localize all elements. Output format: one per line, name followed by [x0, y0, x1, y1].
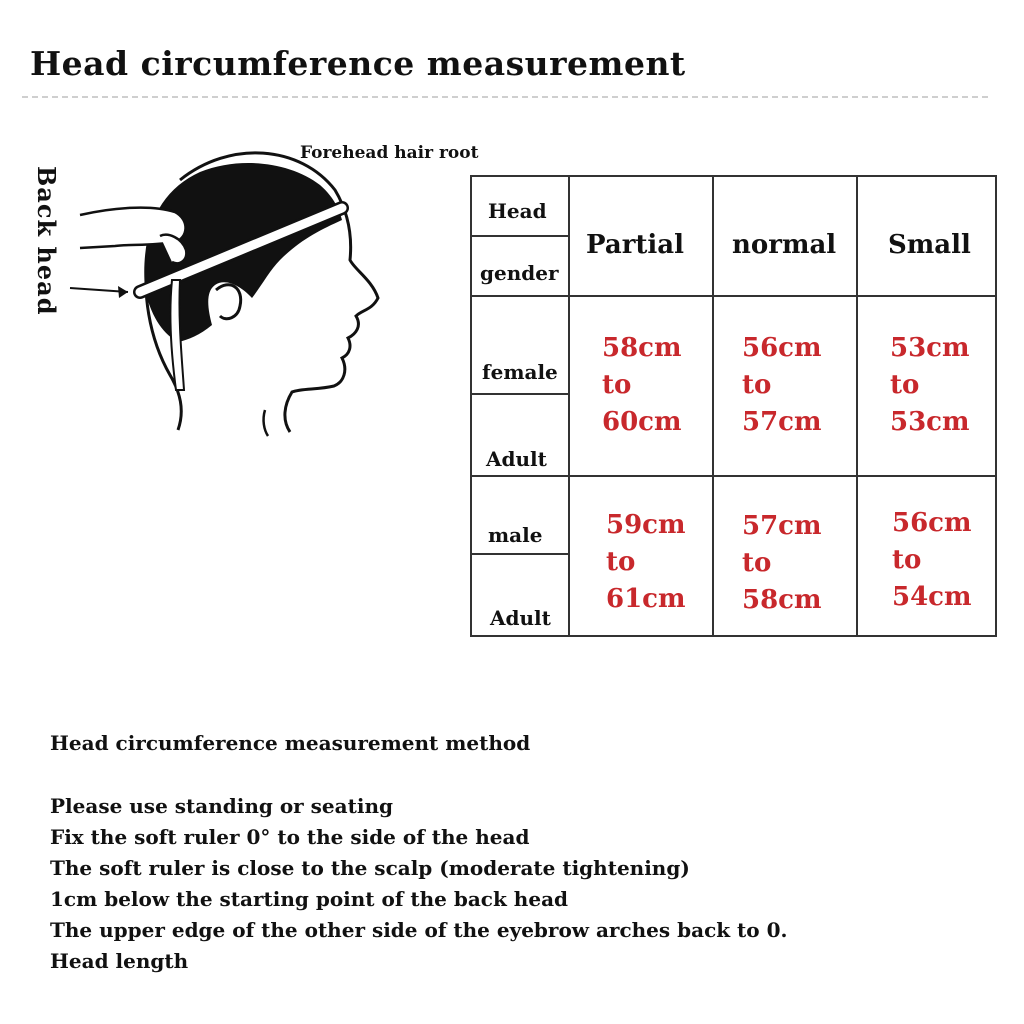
back-head-label: Back head: [32, 166, 61, 316]
method-step: Please use standing or seating: [50, 794, 393, 818]
table-row-divider: [470, 295, 997, 297]
table-border-top: [470, 175, 997, 177]
value-max: 57cm: [742, 407, 822, 437]
value-max: 58cm: [742, 585, 822, 615]
method-steps: [50, 791, 787, 977]
table-col-divider: [856, 175, 858, 637]
value-min: 56cm: [742, 333, 822, 363]
value-to: to: [602, 370, 632, 400]
page-title: Head circumference measurement: [30, 44, 686, 83]
size-table: [470, 175, 997, 637]
value-to: to: [890, 370, 920, 400]
label-divider: [470, 235, 568, 237]
label-divider: [470, 553, 568, 555]
method-step: Head length: [50, 949, 189, 973]
corner-label-gender: gender: [480, 261, 559, 285]
row-label-adult: Adult: [486, 447, 547, 471]
value-min: 56cm: [892, 508, 972, 538]
forehead-label: Forehead hair root: [300, 143, 479, 163]
value-max: 54cm: [892, 582, 972, 612]
label-divider: [470, 393, 568, 395]
column-header-small: Small: [888, 230, 971, 260]
table-border-left: [470, 175, 472, 637]
column-header-partial: Partial: [586, 230, 685, 260]
head-measuring-icon: [0, 120, 520, 450]
method-title: Head circumference measurement method: [50, 731, 531, 755]
value-max: 60cm: [602, 407, 682, 437]
table-col-divider: [568, 175, 570, 637]
female-small-value: [890, 330, 970, 441]
value-min: 59cm: [606, 510, 686, 540]
value-to: to: [892, 545, 922, 575]
male-normal-value: [742, 508, 822, 619]
column-header-normal: normal: [732, 230, 837, 260]
male-small-value: [892, 505, 972, 616]
method-step: Fix the soft ruler 0° to the side of the head: [50, 825, 530, 849]
value-min: 58cm: [602, 333, 682, 363]
value-to: to: [742, 370, 772, 400]
method-step: 1cm below the starting point of the back head: [50, 887, 569, 911]
corner-label-head: Head: [488, 199, 547, 223]
neck-front: [264, 410, 268, 436]
value-max: 61cm: [606, 584, 686, 614]
female-normal-value: [742, 330, 822, 441]
row-label-male: male: [488, 523, 543, 547]
table-row-divider: [470, 475, 997, 477]
row-label-female: female: [482, 360, 558, 384]
method-step: The upper edge of the other side of the eyebrow arches back to 0.: [50, 918, 788, 942]
arrow-head: [118, 286, 128, 298]
method-step: The soft ruler is close to the scalp (moderate tightening): [50, 856, 690, 880]
table-border-right: [995, 175, 997, 637]
ear: [216, 285, 241, 319]
male-partial-value: [606, 507, 686, 618]
row-label-adult: Adult: [490, 606, 551, 630]
value-min: 53cm: [890, 333, 970, 363]
table-col-divider: [712, 175, 714, 637]
value-to: to: [606, 547, 636, 577]
value-max: 53cm: [890, 407, 970, 437]
value-to: to: [742, 548, 772, 578]
dashed-divider: [22, 96, 988, 98]
female-partial-value: [602, 330, 682, 441]
table-border-bottom: [470, 635, 997, 637]
value-min: 57cm: [742, 511, 822, 541]
